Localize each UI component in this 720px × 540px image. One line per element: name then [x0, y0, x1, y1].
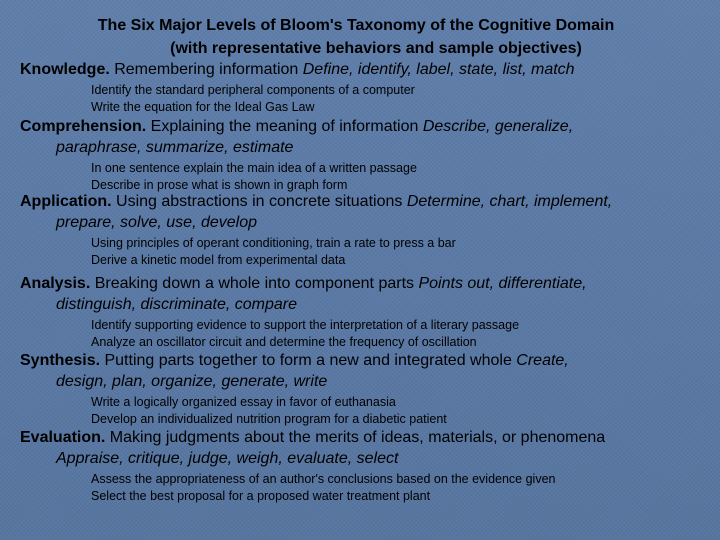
example-objective: Describe in prose what is shown in graph form — [91, 177, 348, 192]
level-heading — [20, 116, 720, 137]
level-verbs: Create, — [516, 352, 569, 369]
level-term: Knowledge. — [20, 61, 110, 78]
level-evaluation — [0, 427, 720, 504]
level-analysis — [0, 273, 720, 350]
level-verbs: Determine, chart, implement, — [406, 193, 613, 210]
level-verbs-continued: design, plan, organize, generate, write — [56, 373, 328, 390]
level-term: Synthesis. — [20, 352, 101, 369]
example-objective: Identify the standard peripheral components of a computer — [91, 83, 415, 97]
level-heading — [20, 350, 720, 371]
example-objective: Develop an individualized nutrition program for a diabetic patient — [91, 411, 447, 426]
level-verbs: Define, identify, label, state, list, match — [302, 61, 575, 78]
level-verbs: Points out, differentiate, — [418, 275, 587, 292]
level-knowledge — [0, 59, 720, 115]
level-comprehension — [0, 116, 720, 193]
level-term: Analysis. — [20, 275, 91, 292]
example-objective: Assess the appropriateness of an author's conclusions based on the evidence given — [91, 472, 556, 486]
level-definition: Remembering information — [109, 61, 303, 78]
level-heading — [20, 59, 720, 80]
level-verbs: Describe, generalize, — [422, 118, 574, 135]
example-objective: Derive a kinetic model from experimental data — [91, 252, 346, 267]
level-verbs-continued: Appraise, critique, judge, weigh, evaluate, select — [56, 450, 399, 467]
level-definition: Breaking down a whole into component parts — [90, 275, 419, 292]
example-objective: Identify supporting evidence to support the interpretation of a literary passage — [91, 318, 520, 332]
level-definition: Making judgments about the merits of ideas, materials, or phenomena — [105, 429, 606, 446]
level-synthesis — [0, 350, 720, 427]
example-objective: Analyze an oscillator circuit and determine the frequency of oscillation — [91, 334, 477, 349]
example-objective: Write a logically organized essay in favor of euthanasia — [91, 395, 396, 409]
level-verbs-continued: distinguish, discriminate, compare — [56, 296, 297, 313]
example-objective: Select the best proposal for a proposed water treatment plant — [91, 488, 431, 503]
slide-subtitle: (with representative behaviors and sample objectives) — [170, 40, 582, 57]
level-term: Evaluation. — [20, 429, 106, 446]
level-definition: Putting parts together to form a new and integrated whole — [100, 352, 517, 369]
level-definition: Explaining the meaning of information — [146, 118, 423, 135]
level-term: Comprehension. — [20, 118, 147, 135]
level-heading — [20, 191, 720, 212]
example-objective: In one sentence explain the main idea of a written passage — [91, 161, 417, 175]
level-verbs-continued: paraphrase, summarize, estimate — [56, 139, 294, 156]
example-objective: Write the equation for the Ideal Gas Law — [91, 99, 315, 114]
level-verbs-continued: prepare, solve, use, develop — [56, 214, 258, 231]
level-definition: Using abstractions in concrete situations — [111, 193, 407, 210]
level-application — [0, 191, 720, 268]
level-heading — [20, 427, 720, 448]
level-heading — [20, 273, 720, 294]
example-objective: Using principles of operant conditioning, train a rate to press a bar — [91, 236, 456, 250]
level-term: Application. — [20, 193, 112, 210]
slide-title: The Six Major Levels of Bloom's Taxonomy of the Cognitive Domain — [97, 17, 615, 34]
